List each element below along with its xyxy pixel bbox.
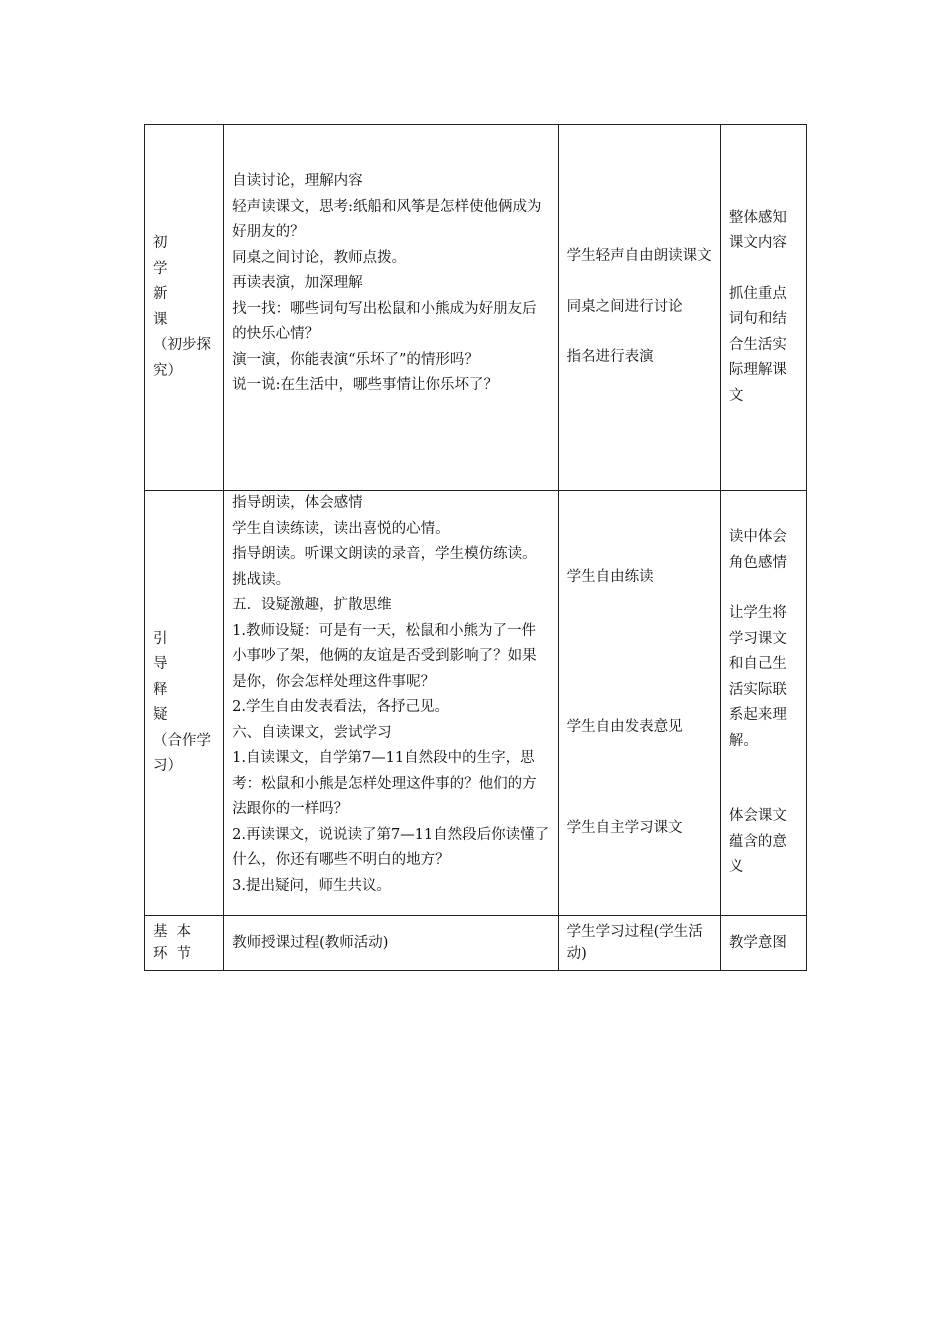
- teacher-line: 演一演，你能表演“乐坏了”的情形吗？: [232, 351, 479, 368]
- teacher-line: 1.教师设疑：可是有一天，松鼠和小熊为了一件小事吵了架，他俩的友谊是否受到影响了？如果是你，你会怎样处理这件事呢？: [232, 622, 537, 690]
- student-header: 学生学习过程(学生活动): [558, 916, 720, 971]
- student-line: 学生自主学习课文: [566, 819, 683, 836]
- stage-header: 基本环节: [145, 916, 224, 971]
- intent-line: 整体感知课文内容: [728, 209, 787, 252]
- student-line: 学生自由发表意见: [566, 719, 683, 736]
- teacher-line: 学生自读练读，读出喜悦的心情。: [232, 520, 450, 537]
- table-row: [145, 125, 807, 491]
- student-line: 学生自由练读: [566, 568, 654, 585]
- lesson-plan-table: [144, 124, 807, 971]
- stage-cell: [145, 491, 224, 916]
- student-line: 指名进行表演: [566, 349, 654, 366]
- teacher-line: 轻声读课文，思考:纸船和风筝是怎样使他俩成为好朋友的？: [232, 198, 542, 240]
- stage-char: 释: [153, 681, 168, 698]
- teacher-line: 同桌之间讨论，教师点拨。: [232, 249, 407, 266]
- stage-char: 引: [153, 630, 168, 647]
- stage-char: 课: [153, 311, 168, 328]
- teacher-line: 1.自读课文，自学第7—11自然段中的生字，思考：松鼠和小熊是怎样处理这件事的？他们的方法跟你的一样吗？: [232, 750, 537, 817]
- table-row: [145, 491, 807, 916]
- teacher-line: 五．设疑激趣，扩散思维: [232, 597, 392, 613]
- teacher-line: 挑战读。: [232, 571, 291, 588]
- intent-line: 抓住重点词句和结合生活实际理解课文: [728, 285, 787, 404]
- teacher-line: 自读讨论，理解内容: [232, 173, 363, 189]
- stage-char: 导: [153, 656, 168, 672]
- stage-char: 疑: [153, 707, 168, 723]
- teacher-line: 2.再读课文，说说读了第7—11自然段后你读懂了什么，你还有哪些不明白的地方？: [232, 826, 550, 868]
- student-activity-cell: [558, 125, 720, 491]
- stage-char: 学: [153, 260, 168, 277]
- teacher-line: 2.学生自由发表看法，各抒己见。: [232, 699, 449, 715]
- teacher-header: 教师授课过程(教师活动): [224, 916, 559, 971]
- stage-char: 初: [153, 235, 168, 251]
- student-line: 学生轻声自由朗读课文: [566, 248, 712, 265]
- teacher-line: 找一找：哪些词句写出松鼠和小熊成为好朋友后的快乐心情？: [232, 300, 537, 342]
- intent-line: 体会课文蕴含的意义: [728, 808, 787, 876]
- intent-header: 教学意图: [720, 916, 806, 971]
- stage-cell: [145, 125, 224, 491]
- table-header-row: [145, 916, 807, 971]
- student-line: 同桌之间进行讨论: [566, 298, 683, 315]
- student-activity-cell: [558, 491, 720, 916]
- teacher-line: 再读表演，加深理解: [232, 275, 363, 291]
- intent-cell: [720, 125, 806, 491]
- teacher-activity-cell: [224, 125, 559, 491]
- intent-line: 让学生将学习课文和自己生活实际联系起来理解。: [728, 605, 787, 749]
- stage-char: 新: [153, 286, 168, 302]
- stage-subtitle: （初步探究）: [153, 337, 211, 379]
- stage-subtitle: （合作学习）: [153, 732, 211, 774]
- teacher-line: 六、自读课文，尝试学习: [232, 724, 392, 741]
- teacher-line: 说一说:在生活中，哪些事情让你乐坏了？: [232, 377, 498, 393]
- intent-cell: [720, 491, 806, 916]
- teacher-activity-cell: [224, 491, 559, 916]
- intent-line: 读中体会角色感情: [728, 529, 787, 571]
- teacher-line: 指导朗读。听课文朗读的录音，学生模仿练读。: [232, 546, 537, 562]
- teacher-line: 3.提出疑问，师生共议。: [232, 877, 391, 894]
- teacher-line: 指导朗读，体会感情: [232, 495, 363, 511]
